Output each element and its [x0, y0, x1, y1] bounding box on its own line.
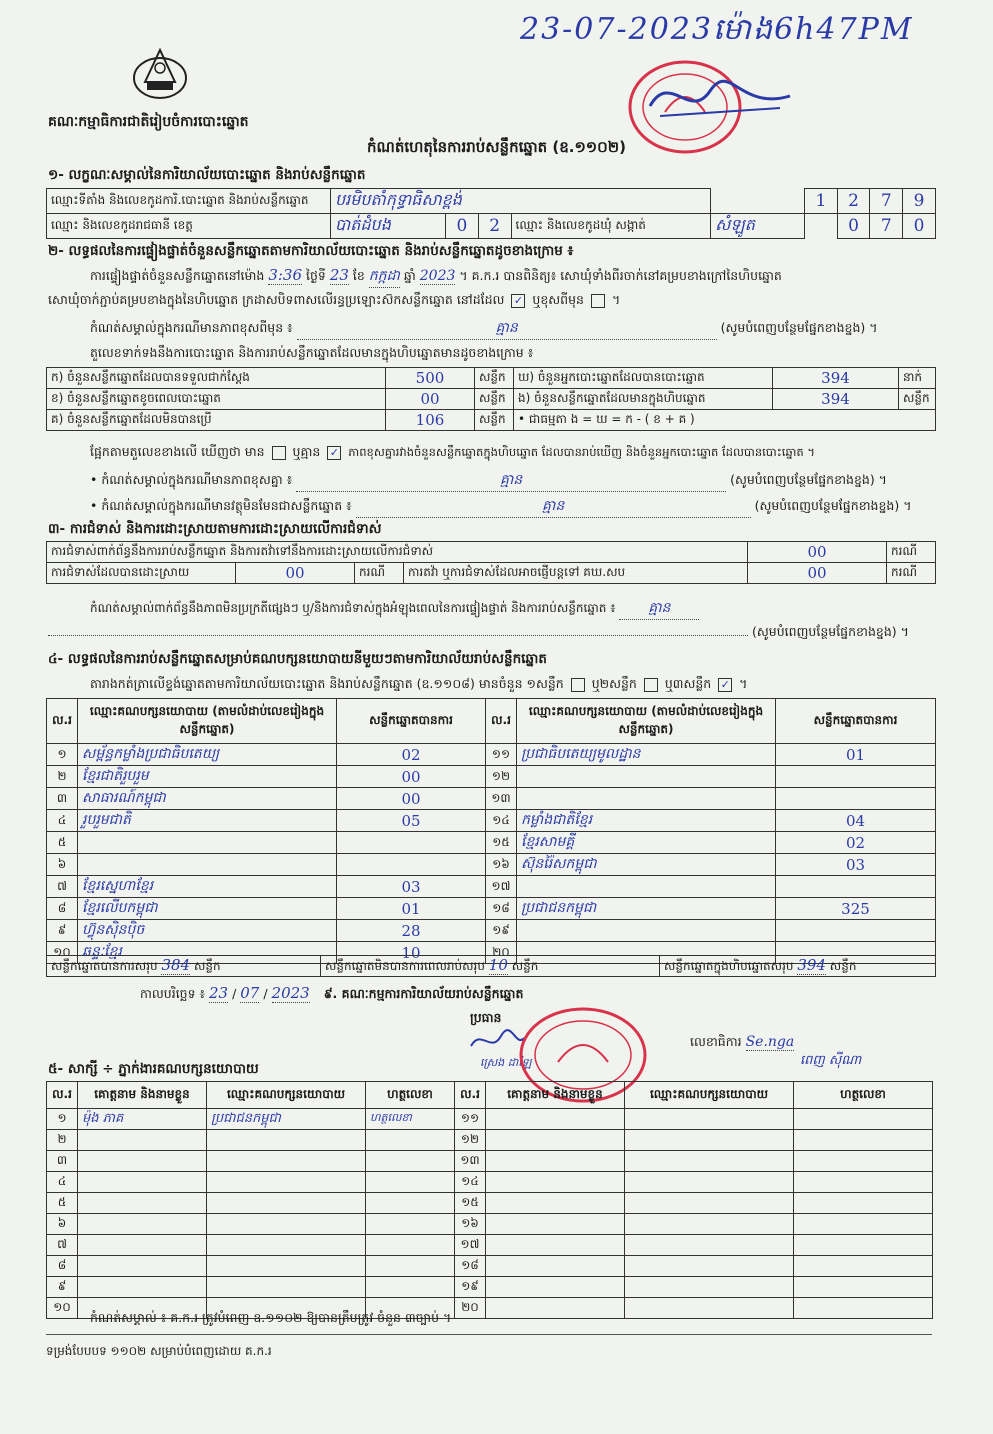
witness-table — [46, 1081, 933, 1319]
party-name: ប្រជាជនកម្ពុជា — [517, 898, 776, 920]
formula-text: • ជាធម្មតា ង = ឃ = ក - ( ខ + គ ) — [514, 410, 936, 431]
witness-signature — [794, 1277, 933, 1298]
party-votes — [337, 832, 486, 854]
row-no: ១ — [47, 1109, 78, 1130]
party-name: ខ្មែរសាមគ្គី — [517, 832, 776, 854]
unused-label: គ) ចំនួនសន្លឹកឆ្នោតដែលមិនបានប្រើ — [51, 412, 212, 426]
party-votes: 00 — [337, 788, 486, 810]
row-no: ៦ — [47, 854, 78, 876]
in-box-unit: សន្លឹក — [899, 389, 936, 410]
difference-note-hint: (សូមបំពេញបន្ថែមផ្នែកខាងខ្នង) ។ — [720, 320, 878, 335]
irregularity-hint: (សូមបំពេញបន្ថែមផ្នែកខាងខ្នង) ។ — [751, 624, 909, 639]
station-value: បរមិបតាំកុទ្ធាធិសាខ្ពង់ — [331, 189, 711, 214]
witness-name — [78, 1172, 207, 1193]
summary-row — [47, 368, 936, 389]
document-title: កំណត់ហេតុនៃការរាប់សន្លឹកឆ្នោត (ឧ.១១០២) — [366, 138, 626, 156]
w-col-sig-left: ហត្ថលេខា — [366, 1082, 455, 1109]
witness-name — [78, 1214, 207, 1235]
total-invalid-value: 10 — [488, 956, 508, 974]
row-no: ២ — [47, 1130, 78, 1151]
spoiled-unit: សន្លឹក — [475, 389, 514, 410]
section1-heading: ១- លក្ខណៈសម្គាល់នៃការិយាល័យបោះឆ្នោត និងរាប់សន្លឹកឆ្នោត — [48, 167, 366, 183]
voted-label: ឃ) ចំនួនអ្នកបោះឆ្នោតដែលបានបោះឆ្នោត — [518, 370, 705, 384]
row-no: ១៩ — [486, 920, 517, 942]
table-row — [47, 1235, 933, 1256]
section2-heading: ២- លទ្ធផលនៃការផ្ទៀងផ្ទាត់ចំនួនសន្លឹកឆ្នោតតាមការិយាល័យបោះឆ្នោត និងរាប់សន្លឹកឆ្នោតដូចខាងក្រោម ៖ — [48, 243, 574, 259]
party-votes: 00 — [337, 766, 486, 788]
total-valid-value: 384 — [161, 956, 191, 974]
witness-signature — [794, 1109, 933, 1130]
col-no-right: ល.រ — [486, 699, 517, 744]
w-col-party-left: ឈ្មោះគណបក្សនយោបាយ — [207, 1082, 366, 1109]
w-col-no-right: ល.រ — [455, 1082, 486, 1109]
chair-name: ស្រេង ដាឡែ — [480, 1056, 532, 1069]
witness-party — [625, 1256, 794, 1277]
witness-name — [486, 1214, 625, 1235]
w-col-no-left: ល.រ — [47, 1082, 78, 1109]
row-no: ១៨ — [455, 1256, 486, 1277]
witness-party — [207, 1193, 366, 1214]
witness-signature — [366, 1151, 455, 1172]
witness-party — [625, 1214, 794, 1235]
summary-intro: តួលេខទាក់ទងនឹងការបោះឆ្នោត និងការរាប់សន្លឹកឆ្នោតដែលមានក្នុងហិបឆ្នោតមានដូចខាងក្រោម ៖ — [90, 345, 534, 360]
forwarded-unit: ករណី — [887, 563, 936, 584]
witness-name — [486, 1151, 625, 1172]
row-no: ១១ — [455, 1109, 486, 1130]
witness-signature — [366, 1172, 455, 1193]
commune-label: ឈ្មោះ និងលេខកូដឃុំ សង្កាត់ — [511, 214, 711, 239]
table-row — [47, 876, 936, 898]
two-sheets-text: ឬ២សន្លឹក — [591, 676, 637, 691]
party-name — [78, 854, 337, 876]
total-box-unit: សន្លឹក — [829, 959, 857, 973]
witness-party — [625, 1172, 794, 1193]
witness-party — [207, 1172, 366, 1193]
row-no: ១ — [47, 744, 78, 766]
row-no: ៤ — [47, 810, 78, 832]
resolved-unit: ករណី — [355, 563, 404, 584]
row-no: ២០ — [455, 1298, 486, 1319]
verification-line — [90, 266, 782, 288]
table-row — [47, 920, 936, 942]
invalid-note-hint: (សូមបំពេញបន្ថែមផ្នែកខាងខ្នង) ។ — [754, 498, 912, 513]
three-sheets-checkbox[interactable]: ✓ — [718, 678, 732, 692]
received-unit: សន្លឹក — [475, 368, 514, 389]
objections-value: 00 — [748, 542, 887, 563]
witness-signature — [794, 1151, 933, 1172]
table-row — [47, 788, 936, 810]
objections-table — [46, 541, 936, 584]
witness-name — [78, 1130, 207, 1151]
date-month: 07 — [240, 984, 260, 1002]
unchanged-checkbox[interactable]: ✓ — [511, 294, 525, 308]
witness-signature — [366, 1256, 455, 1277]
witness-signature — [794, 1172, 933, 1193]
verif-text-c: ខែ — [352, 268, 365, 283]
row-no: ១៣ — [486, 788, 517, 810]
tally-sheet-line: តារាងកត់ត្រាលើខ្ទង់ឆ្នោតតាមការិយាល័យបោះឆ្នោត និងរាប់សន្លឹកឆ្នោត (ឧ.១១០៨) មានចំនួន ១សន្លឹក ឬ២សន្លឹក ឬ៣សន្លឹក ✓ ។ — [90, 676, 748, 691]
province-value: បាត់ដំបង — [331, 214, 446, 239]
party-votes: 03 — [776, 854, 936, 876]
party-votes: 01 — [776, 744, 936, 766]
col-party-right: ឈ្មោះគណបក្សនយោបាយ (តាមលំដាប់លេខរៀងក្នុងសន្លឹកឆ្នោត) — [517, 699, 776, 744]
spoiled-label: ខ) ចំនួនសន្លឹកឆ្នោតខូចពេលបោះឆ្នោត — [51, 391, 221, 405]
witness-signature — [794, 1256, 933, 1277]
secretary-name: ពេញ ស៊ីណា — [800, 1053, 862, 1068]
witness-signature — [794, 1193, 933, 1214]
party-name: ហ៊្វុនស៊ិនប៉ិច — [78, 920, 337, 942]
row-no: ១២ — [455, 1130, 486, 1151]
three-sheets-text: ឬ៣សន្លឹក — [664, 676, 712, 691]
w-col-name-right: គោត្តនាម និងនាមខ្លួន — [486, 1082, 625, 1109]
diff-note-hint: (សូមបំពេញបន្ថែមផ្នែកខាងខ្នង) ។ — [730, 472, 887, 487]
witness-party — [207, 1151, 366, 1172]
party-name: ឆន្ទៈខ្មែរ — [78, 942, 337, 964]
province-label: ឈ្មោះ និងលេខកូដរាជធានី ខេត្ត — [47, 214, 331, 239]
commune-value: សំឡូត — [711, 214, 805, 239]
row-no: ៨ — [47, 1256, 78, 1277]
invalid-note-line — [90, 496, 911, 518]
two-sheets-checkbox[interactable] — [644, 678, 658, 692]
footer-note: កំណត់សម្គាល់ ៖ គ.ក.រ ត្រូវបំពេញ ឧ.១១០២ ឱ្យបានត្រឹមត្រូវ ចំនួន ៣ច្បាប់ ។ — [90, 1310, 452, 1325]
party-name: សាធារណ៍កម្ពុជា — [78, 788, 337, 810]
witness-party — [625, 1130, 794, 1151]
verif-text-d: ឆ្នាំ — [403, 268, 416, 283]
spoiled-value: 00 — [386, 389, 475, 410]
witness-signature — [794, 1214, 933, 1235]
party-name: ខ្មែរលើបកម្ពុជា — [78, 898, 337, 920]
row-no: ១៥ — [486, 832, 517, 854]
verif-text-a: ការផ្ទៀងផ្ទាត់ចំនួនសន្លឹកឆ្នោតនៅម៉ោង — [90, 268, 265, 283]
verif-month: កក្កដា — [369, 266, 400, 288]
totals-table — [46, 955, 936, 977]
witness-signature — [366, 1214, 455, 1235]
row-no: ៦ — [47, 1214, 78, 1235]
party-name: ស៊ុនរ៉ៃសកម្ពុជា — [517, 854, 776, 876]
chair-label: ប្រធាន — [470, 1010, 502, 1025]
section5-heading: ៥- សាក្សី ÷ ភ្នាក់ងារគណបក្សនយោបាយ — [48, 1061, 259, 1077]
table-row — [47, 1151, 933, 1172]
row-no: ៥ — [47, 832, 78, 854]
ballot-summary-table — [46, 367, 936, 431]
seal-status-line: សោឃុំចាក់ភ្ជាប់គម្របខាងក្នុងនៃហិបឆ្នោត ក្រដាសបិទពាសលើរន្ធប្រឡោះស៊កសន្លឹកឆ្នោត នៅដដែល ✓ ឬខុសពីមុន ។ — [48, 292, 621, 307]
date-day: 23 — [209, 984, 229, 1002]
total-invalid-unit: សន្លឹក — [511, 959, 539, 973]
comparison-text-a: ផ្អែកតាមតួលេខខាងលើ ឃើញថា មាន — [90, 444, 265, 459]
witness-name — [486, 1256, 625, 1277]
handwritten-top-date: 23-07-2023ម៉ោង6h47PM — [520, 12, 914, 47]
table-row — [47, 766, 936, 788]
row-no: ១៧ — [486, 876, 517, 898]
has-difference-checkbox[interactable] — [272, 446, 286, 460]
witness-name — [78, 1256, 207, 1277]
secretary-line — [690, 1034, 794, 1053]
diff-note-value: គ្មាន — [296, 470, 726, 492]
witness-party — [625, 1277, 794, 1298]
row-no: ១៦ — [486, 854, 517, 876]
party-name — [517, 920, 776, 942]
commune-code-2: 7 — [870, 214, 903, 239]
party-name: កម្លាំងជាតិខ្មែរ — [517, 810, 776, 832]
witness-name — [486, 1172, 625, 1193]
verif-text-e: ។ គ.ក.រ បានពិនិត្យ៖ សោឃុំទាំងពីរចាក់នៅគម្របខាងក្រៅនៃហិបឆ្នោត — [459, 268, 782, 283]
witness-name — [486, 1109, 625, 1130]
invalid-note-label: • កំណត់សម្គាល់ក្នុងករណីមានវត្ថុមិនមែនជាសន្លឹកឆ្នោត ៖ — [90, 498, 352, 513]
party-name — [517, 766, 776, 788]
row-no: ៩ — [47, 1277, 78, 1298]
witness-party — [207, 1214, 366, 1235]
row-no: ៥ — [47, 1193, 78, 1214]
party-name: ខ្មែរស្នេហាខ្មែរ — [78, 876, 337, 898]
party-name: រួបរួមជាតិ — [78, 810, 337, 832]
party-name: ខ្មែរជាតិរួបរួម — [78, 766, 337, 788]
table-row — [47, 832, 936, 854]
province-code-2: 2 — [478, 214, 511, 239]
objections-label: ការជំទាស់ពាក់ព័ន្ធនឹងការរាប់សន្លឹកឆ្នោត និងការតវ៉ាទៅនឹងការដោះស្រាយលើការជំទាស់ — [47, 542, 748, 563]
party-votes: 05 — [337, 810, 486, 832]
irregularity-note-value: គ្មាន — [619, 598, 699, 620]
table-row — [47, 1214, 933, 1235]
invalid-note-value: គ្មាន — [356, 496, 751, 518]
witness-name — [486, 1130, 625, 1151]
w-col-sig-right: ហត្ថលេខា — [794, 1082, 933, 1109]
row-no: ៩ — [47, 920, 78, 942]
unused-value: 106 — [386, 410, 475, 431]
party-votes: 01 — [337, 898, 486, 920]
voted-unit: នាក់ — [899, 368, 936, 389]
table-row — [47, 854, 936, 876]
total-valid-label: សន្លឹកឆ្នោតបានការសរុប — [51, 959, 158, 973]
section3-heading: ៣- ការជំទាស់ និងការដោះស្រាយតាមការដោះស្រាយលើការជំទាស់ — [48, 521, 382, 537]
changed-checkbox[interactable] — [591, 294, 605, 308]
party-votes: 325 — [776, 898, 936, 920]
station-code-3: 7 — [870, 189, 903, 214]
difference-note-label: កំណត់សម្គាល់ក្នុងករណីមានភាពខុសពីមុន ៖ — [90, 320, 293, 335]
party-votes — [337, 854, 486, 876]
no-difference-checkbox[interactable]: ✓ — [327, 446, 341, 460]
row-no: ១០ — [47, 1298, 78, 1319]
table-row — [47, 1193, 933, 1214]
in-box-value: 394 — [773, 389, 899, 410]
verif-text-b: ថ្ងៃទី — [305, 268, 326, 283]
party-name: ប្រជាធិបតេយ្យមូលដ្ឋាន — [517, 744, 776, 766]
witness-name — [486, 1235, 625, 1256]
col-no-left: ល.រ — [47, 699, 78, 744]
row-no: ២០ — [486, 942, 517, 964]
witness-name — [78, 1193, 207, 1214]
witness-party — [625, 1193, 794, 1214]
witness-party — [625, 1235, 794, 1256]
total-valid-unit: សន្លឹក — [193, 959, 221, 973]
witness-signature — [794, 1235, 933, 1256]
party-name — [517, 788, 776, 810]
diff-note-line — [90, 470, 887, 492]
witness-signature: ហត្ថលេខា — [366, 1109, 455, 1130]
row-no: ១៤ — [455, 1172, 486, 1193]
received-label: ក) ចំនួនសន្លឹកឆ្នោតដែលបានទទួលជាក់ស្តែង — [51, 370, 250, 384]
row-no: ៤ — [47, 1172, 78, 1193]
row-no: ២ — [47, 766, 78, 788]
witness-name — [78, 1151, 207, 1172]
witness-party — [207, 1130, 366, 1151]
party-votes — [776, 920, 936, 942]
witness-party — [207, 1256, 366, 1277]
commune-code-3: 0 — [903, 214, 936, 239]
table-row — [47, 1172, 933, 1193]
witness-party — [625, 1109, 794, 1130]
secretary-label: លេខាធិការ — [690, 1034, 742, 1049]
witness-name — [78, 1277, 207, 1298]
witness-name — [78, 1235, 207, 1256]
voted-value: 394 — [773, 368, 899, 389]
row-no: ៣ — [47, 1151, 78, 1172]
verif-time: 3:36 — [268, 266, 302, 284]
irregularity-note-line — [90, 598, 699, 620]
row-no: ៧ — [47, 876, 78, 898]
witness-name — [486, 1193, 625, 1214]
w-col-party-right: ឈ្មោះគណបក្សនយោបាយ — [625, 1082, 794, 1109]
resolved-value: 00 — [236, 563, 355, 584]
party-votes — [776, 788, 936, 810]
table-row — [47, 1109, 933, 1130]
section4-heading: ៤- លទ្ធផលនៃការរាប់សន្លឹកឆ្នោតសម្រាប់គណបក្សនយោបាយនីមួយៗតាមការិយាល័យរាប់សន្លឹកឆ្នោត — [48, 651, 547, 667]
witness-name — [486, 1298, 625, 1319]
difference-note-value: គ្មាន — [297, 318, 717, 340]
station-code-2: 2 — [837, 189, 870, 214]
col-votes-left: សន្លឹកឆ្នោតបានការ — [337, 699, 486, 744]
party-votes — [776, 876, 936, 898]
party-votes: 04 — [776, 810, 936, 832]
col-votes-right: សន្លឹកឆ្នោតបានការ — [776, 699, 936, 744]
secretary-signature: Se.nga — [745, 1034, 795, 1050]
witness-signature — [794, 1298, 933, 1319]
witness-name: ម៉ុង ភាគ — [78, 1109, 207, 1130]
resolved-label: ការជំទាស់ដែលបានដោះស្រាយ — [47, 563, 236, 584]
date-line: កាលបរិច្ឆេទ ៖ 23 / 07 / 2023 ៩. គណៈកម្មការការិយាល័យរាប់សន្លឹកឆ្នោត — [140, 984, 524, 1002]
irregularity-hint-line — [48, 624, 909, 643]
row-no: ១៧ — [455, 1235, 486, 1256]
party-name: សម្ព័ន្ធកម្លាំងប្រជាធិបតេយ្យ — [78, 744, 337, 766]
top-signature — [640, 66, 800, 126]
table-row — [47, 810, 936, 832]
col-party-left: ឈ្មោះគណបក្សនយោបាយ (តាមលំដាប់លេខរៀងក្នុងសន្លឹកឆ្នោត) — [78, 699, 337, 744]
party-votes: 02 — [776, 832, 936, 854]
row-no: ១០ — [47, 942, 78, 964]
row-no: ១៣ — [455, 1151, 486, 1172]
received-value: 500 — [386, 368, 475, 389]
table-row — [47, 1256, 933, 1277]
comparison-line — [90, 444, 815, 463]
row-no: ១៤ — [486, 810, 517, 832]
row-no: ១៨ — [486, 898, 517, 920]
row-no: ១២ — [486, 766, 517, 788]
row-no: ៨ — [47, 898, 78, 920]
row-no: ១៩ — [455, 1277, 486, 1298]
summary-row — [47, 410, 936, 431]
witness-signature — [794, 1130, 933, 1151]
row-no: ៣ — [47, 788, 78, 810]
comparison-text-b: ឬគ្មាន — [292, 444, 321, 459]
table-row — [47, 898, 936, 920]
footer-divider — [46, 1334, 932, 1335]
date-year: 2023 — [271, 984, 310, 1002]
date-label: កាលបរិច្ឆេទ ៖ — [140, 986, 206, 1001]
form-id: ទម្រង់បែបបទ ១១០២ សម្រាប់បំពេញដោយ គ.ក.រ — [46, 1344, 272, 1358]
witness-name — [486, 1277, 625, 1298]
in-box-label: ង) ចំនួនសន្លឹកឆ្នោតដែលមានក្នុងហិបឆ្នោត — [518, 391, 706, 405]
party-votes — [776, 766, 936, 788]
table-row — [47, 1130, 933, 1151]
party-votes: 03 — [337, 876, 486, 898]
verif-day: 23 — [329, 266, 349, 284]
row-no: ៧ — [47, 1235, 78, 1256]
row-no: ១១ — [486, 744, 517, 766]
total-box-value: 394 — [797, 956, 826, 974]
unused-unit: សន្លឹក — [475, 410, 514, 431]
forwarded-label: ការតវ៉ា ឬការជំទាស់ដែលអាចផ្ញើបន្តទៅ គឃ.សប — [404, 563, 748, 584]
tally-intro: តារាងកត់ត្រាលើខ្ទង់ឆ្នោតតាមការិយាល័យបោះឆ្នោត និងរាប់សន្លឹកឆ្នោត (ឧ.១១០៨) មានចំនួន ១សន្លឹក — [90, 676, 564, 691]
seal-status-text: សោឃុំចាក់ភ្ជាប់គម្របខាងក្នុងនៃហិបឆ្នោត ក្រដាសបិទពាសលើរន្ធប្រឡោះស៊កសន្លឹកឆ្នោត នៅដដែល — [48, 292, 505, 307]
party-votes: 28 — [337, 920, 486, 942]
row-no: ១៦ — [455, 1214, 486, 1235]
one-sheet-checkbox[interactable] — [571, 678, 585, 692]
committee-label: ៩. គណៈកម្មការការិយាល័យរាប់សន្លឹកឆ្នោត — [323, 986, 524, 1001]
diff-note-label: • កំណត់សម្គាល់ក្នុងករណីមានភាពខុសគ្នា ៖ — [90, 472, 293, 487]
objections-unit: ករណី — [887, 542, 936, 563]
witness-signature — [366, 1193, 455, 1214]
province-code-1: 0 — [446, 214, 479, 239]
table-row — [47, 1277, 933, 1298]
party-votes: 02 — [337, 744, 486, 766]
section1-table — [46, 188, 936, 239]
station-code-4: 9 — [903, 189, 936, 214]
witness-signature — [366, 1277, 455, 1298]
changed-text: ឬខុសពីមុន — [532, 292, 584, 307]
comparison-text-c: ភាពខុសគ្នារវាងចំនួនសន្លឹកឆ្នោតក្នុងហិបឆ្នោត ដែលបានរាប់ឃើញ និងចំនួនអ្នកបោះឆ្នោត ដែលបានបោះឆ្នោត ។ — [348, 445, 815, 459]
witness-party: ប្រជាជនកម្ពុជា — [207, 1109, 366, 1130]
witness-signature — [366, 1235, 455, 1256]
total-invalid-label: សន្លឹកឆ្នោតមិនបានការពេលរាប់សរុប — [325, 959, 485, 973]
party-votes: 10 — [337, 942, 486, 964]
commission-name: គណៈកម្មាធិការជាតិរៀបចំការបោះឆ្នោត — [48, 114, 249, 130]
total-box-label: សន្លឹកឆ្នោតក្នុងហិបឆ្នោតសរុប — [664, 959, 794, 973]
w-col-name-left: គោត្តនាម និងនាមខ្លួន — [78, 1082, 207, 1109]
witness-party — [625, 1298, 794, 1319]
commune-code-1: 0 — [837, 214, 870, 239]
station-code-1: 1 — [805, 189, 838, 214]
summary-row — [47, 389, 936, 410]
party-results-table — [46, 698, 936, 964]
party-name — [78, 832, 337, 854]
witness-party — [625, 1151, 794, 1172]
witness-party — [207, 1277, 366, 1298]
verif-year: 2023 — [419, 268, 456, 284]
difference-note-line — [90, 318, 877, 340]
witness-signature — [366, 1130, 455, 1151]
royal-emblem-icon — [125, 42, 195, 104]
party-name — [517, 876, 776, 898]
forwarded-value: 00 — [748, 563, 887, 584]
table-row — [47, 744, 936, 766]
irregularity-note-label: កំណត់សម្គាល់ពាក់ព័ន្ធនឹងភាពមិនប្រក្រតីផ្សេងៗ ឬ/និងការជំទាស់ក្នុងអំឡុងពេលនៃការផ្ទៀងផ្ទាត់ និងការរាប់សន្លឹកឆ្នោត ៖ — [90, 601, 616, 615]
station-label: ឈ្មោះទីតាំង និងលេខកូដការិ.បោះឆ្នោត និងរាប់សន្លឹកឆ្នោត — [47, 189, 331, 214]
row-no: ១៥ — [455, 1193, 486, 1214]
witness-party — [207, 1235, 366, 1256]
